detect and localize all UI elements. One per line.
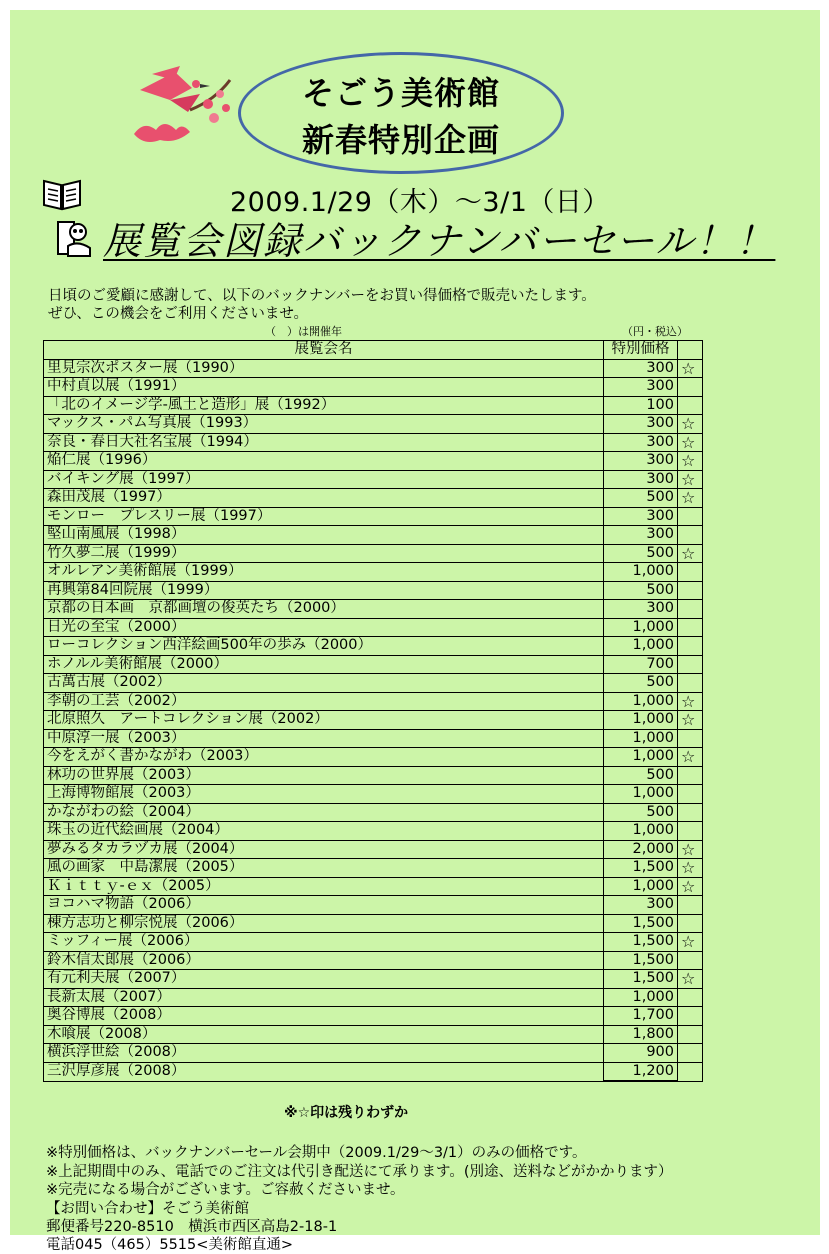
table-row — [44, 359, 703, 378]
star-icon: ☆ — [678, 470, 703, 489]
exhibition-name: 日光の至宝（2000） — [44, 618, 604, 637]
star-icon — [678, 803, 703, 822]
exhibition-name: 李朝の工芸（2002） — [44, 692, 604, 711]
special-price: 500 — [604, 674, 678, 693]
person-reading-icon — [56, 218, 98, 258]
event-subtitle: 新春特別企画 — [301, 121, 500, 159]
contact-phone: 電話045（465）5515<美術館直通> — [46, 1237, 294, 1253]
special-price: 1,500 — [604, 951, 678, 970]
special-price: 1,000 — [604, 877, 678, 896]
column-header-name: 展覧会名 — [44, 341, 604, 360]
exhibition-name: マックス・パム写真展（1993） — [44, 415, 604, 434]
special-price: 500 — [604, 581, 678, 600]
table-row — [44, 766, 703, 785]
star-icon — [678, 914, 703, 933]
table-row — [44, 600, 703, 619]
exhibition-name: 長新太展（2007） — [44, 988, 604, 1007]
table-row — [44, 692, 703, 711]
exhibition-name: 「北のイメージ学-風土と造形」展（1992） — [44, 396, 604, 415]
table-row — [44, 840, 703, 859]
exhibition-name: ミッフィー展（2006） — [44, 933, 604, 952]
exhibition-name: 中原淳一展（2003） — [44, 729, 604, 748]
special-price: 300 — [604, 526, 678, 545]
star-icon — [678, 600, 703, 619]
table-row — [44, 822, 703, 841]
exhibition-name: ローコレクション西洋絵画500年の歩み（2000） — [44, 637, 604, 656]
exhibition-name: 夢みるタカラヅカ展（2004） — [44, 840, 604, 859]
special-price: 1,800 — [604, 1025, 678, 1044]
star-icon — [678, 655, 703, 674]
contact-address: 郵便番号220-8510 横浜市西区高島2-18-1 — [46, 1219, 338, 1235]
exhibition-name: 今をえがく書かながわ（2003） — [44, 748, 604, 767]
table-row — [44, 1044, 703, 1063]
table-row — [44, 581, 703, 600]
star-icon — [678, 729, 703, 748]
exhibition-name: 棟方志功と柳宗悦展（2006） — [44, 914, 604, 933]
exhibition-name: バイキング展（1997） — [44, 470, 604, 489]
stock-note: ※☆印は残りわずか — [284, 1105, 409, 1121]
table-row — [44, 526, 703, 545]
exhibition-name: 再興第84回院展（1999） — [44, 581, 604, 600]
exhibition-name: オルレアン美術館展（1999） — [44, 563, 604, 582]
table-row — [44, 433, 703, 452]
table-row — [44, 637, 703, 656]
flyer-page — [10, 10, 820, 1253]
table-row — [44, 470, 703, 489]
special-price: 300 — [604, 415, 678, 434]
table-row — [44, 489, 703, 508]
special-price: 300 — [604, 600, 678, 619]
special-price: 1,000 — [604, 822, 678, 841]
table-row — [44, 914, 703, 933]
book-icon — [42, 175, 82, 211]
sale-period: 2009.1/29（木）～3/1（日） — [230, 187, 610, 218]
exhibition-name: 横浜浮世絵（2008） — [44, 1044, 604, 1063]
star-icon: ☆ — [678, 359, 703, 378]
contact-heading: 【お問い合わせ】そごう美術館 — [46, 1201, 249, 1217]
special-price: 1,500 — [604, 970, 678, 989]
table-row — [44, 988, 703, 1007]
star-icon — [678, 766, 703, 785]
table-row — [44, 655, 703, 674]
special-price: 1,000 — [604, 748, 678, 767]
special-price: 300 — [604, 507, 678, 526]
special-price: 1,000 — [604, 563, 678, 582]
special-price: 1,500 — [604, 933, 678, 952]
table-row — [44, 711, 703, 730]
star-icon: ☆ — [678, 970, 703, 989]
table-row — [44, 618, 703, 637]
table-row — [44, 1025, 703, 1044]
table-row — [44, 452, 703, 471]
table-row — [44, 785, 703, 804]
table-row — [44, 933, 703, 952]
star-icon — [678, 785, 703, 804]
note-line-2: ※上記期間中のみ、電話でのご注文は代引き配送にて承ります。(別途、送料などがかかります） — [46, 1164, 673, 1180]
intro-line-1: 日頃のご愛顧に感謝して、以下のバックナンバーをお買い得価格で販売いたします。 — [48, 288, 596, 304]
star-icon — [678, 674, 703, 693]
star-icon — [678, 988, 703, 1007]
special-price: 300 — [604, 452, 678, 471]
special-price: 1,500 — [604, 914, 678, 933]
exhibition-name: ヨコハマ物語（2006） — [44, 896, 604, 915]
star-icon — [678, 896, 703, 915]
table-row — [44, 859, 703, 878]
star-icon — [678, 526, 703, 545]
exhibition-name: 中村貞以展（1991） — [44, 378, 604, 397]
table-row — [44, 674, 703, 693]
exhibition-name: 木喰展（2008） — [44, 1025, 604, 1044]
table-row — [44, 378, 703, 397]
star-icon: ☆ — [678, 748, 703, 767]
star-icon: ☆ — [678, 489, 703, 508]
exhibition-name: 古萬古展（2002） — [44, 674, 604, 693]
table-row — [44, 877, 703, 896]
star-icon — [678, 822, 703, 841]
star-icon — [678, 1025, 703, 1044]
special-price: 500 — [604, 803, 678, 822]
special-price: 500 — [604, 544, 678, 563]
exhibition-name: 竹久夢二展（1999） — [44, 544, 604, 563]
star-icon — [678, 378, 703, 397]
special-price: 300 — [604, 378, 678, 397]
exhibition-name: 有元利夫展（2007） — [44, 970, 604, 989]
exhibition-name: かながわの絵（2004） — [44, 803, 604, 822]
table-row — [44, 544, 703, 563]
special-price: 1,000 — [604, 785, 678, 804]
star-icon — [678, 951, 703, 970]
star-icon — [678, 396, 703, 415]
special-price: 300 — [604, 896, 678, 915]
special-price: 900 — [604, 1044, 678, 1063]
star-icon: ☆ — [678, 452, 703, 471]
special-price: 1,700 — [604, 1007, 678, 1026]
table-row — [44, 563, 703, 582]
star-icon — [678, 637, 703, 656]
star-icon: ☆ — [678, 840, 703, 859]
star-icon — [678, 1044, 703, 1063]
exhibition-name: 上海博物館展（2003） — [44, 785, 604, 804]
special-price: 2,000 — [604, 840, 678, 859]
table-row — [44, 803, 703, 822]
star-icon: ☆ — [678, 859, 703, 878]
exhibition-name: 奈良・春日大社名宝展（1994） — [44, 433, 604, 452]
table-row — [44, 896, 703, 915]
museum-title: そごう美術館 — [301, 74, 500, 112]
special-price: 700 — [604, 655, 678, 674]
table-row — [44, 748, 703, 767]
special-price: 1,000 — [604, 729, 678, 748]
special-price: 1,000 — [604, 618, 678, 637]
exhibition-name: 林功の世界展（2003） — [44, 766, 604, 785]
column-header-price: 特別価格 — [604, 341, 678, 360]
special-price: 1,500 — [604, 859, 678, 878]
star-icon: ☆ — [678, 415, 703, 434]
special-price: 300 — [604, 359, 678, 378]
table-row — [44, 1007, 703, 1026]
exhibition-name: 鈴木信太郎展（2006） — [44, 951, 604, 970]
exhibition-name: モンロー プレスリー展（1997） — [44, 507, 604, 526]
table-row — [44, 396, 703, 415]
exhibition-name: 焔仁展（1996） — [44, 452, 604, 471]
star-icon — [678, 507, 703, 526]
star-icon: ☆ — [678, 877, 703, 896]
intro-line-2: ぜひ、この機会をご利用くださいませ。 — [48, 306, 308, 322]
special-price: 1,000 — [604, 988, 678, 1007]
year-note: （ ）は開催年 — [265, 325, 342, 338]
star-icon: ☆ — [678, 692, 703, 711]
table-row — [44, 415, 703, 434]
special-price: 500 — [604, 489, 678, 508]
special-price: 300 — [604, 433, 678, 452]
special-price: 1,200 — [604, 1062, 678, 1081]
star-icon: ☆ — [678, 711, 703, 730]
exhibition-name: 三沢厚彦展（2008） — [44, 1062, 604, 1081]
table-row — [44, 970, 703, 989]
exhibition-name: 森田茂展（1997） — [44, 489, 604, 508]
star-icon — [678, 581, 703, 600]
exhibition-name: 京都の日本画 京都画壇の俊英たち（2000） — [44, 600, 604, 619]
crane-plum-emblem — [130, 60, 240, 150]
star-icon — [678, 618, 703, 637]
sale-title: 展覧会図録バックナンバーセール！！ — [103, 219, 776, 263]
note-line-1: ※特別価格は、バックナンバーセール会期中（2009.1/29～3/1）のみの価格です。 — [46, 1145, 587, 1161]
table-row — [44, 507, 703, 526]
star-icon — [678, 563, 703, 582]
star-icon — [678, 1062, 703, 1081]
exhibition-name: 里見宗次ポスター展（1990） — [44, 359, 604, 378]
special-price: 300 — [604, 470, 678, 489]
exhibition-name: 風の画家 中島潔展（2005） — [44, 859, 604, 878]
catalog-price-table — [43, 340, 703, 1082]
table-row — [44, 951, 703, 970]
note-line-3: ※完売になる場合がございます。ご容赦くださいませ。 — [46, 1182, 405, 1198]
exhibition-name: 奥谷博展（2008） — [44, 1007, 604, 1026]
star-icon: ☆ — [678, 544, 703, 563]
special-price: 1,000 — [604, 637, 678, 656]
exhibition-name: 珠玉の近代絵画展（2004） — [44, 822, 604, 841]
table-row — [44, 729, 703, 748]
special-price: 1,000 — [604, 692, 678, 711]
star-icon: ☆ — [678, 933, 703, 952]
star-icon — [678, 1007, 703, 1026]
exhibition-name: 北原照久 アートコレクション展（2002） — [44, 711, 604, 730]
exhibition-name: Ｋｉｔｔｙ-ｅｘ（2005） — [44, 877, 604, 896]
special-price: 100 — [604, 396, 678, 415]
star-icon: ☆ — [678, 433, 703, 452]
exhibition-name: ホノルル美術館展（2000） — [44, 655, 604, 674]
table-row — [44, 1062, 703, 1081]
exhibition-name: 堅山南風展（1998） — [44, 526, 604, 545]
special-price: 500 — [604, 766, 678, 785]
special-price: 1,000 — [604, 711, 678, 730]
unit-note: （円・税込） — [622, 325, 688, 338]
